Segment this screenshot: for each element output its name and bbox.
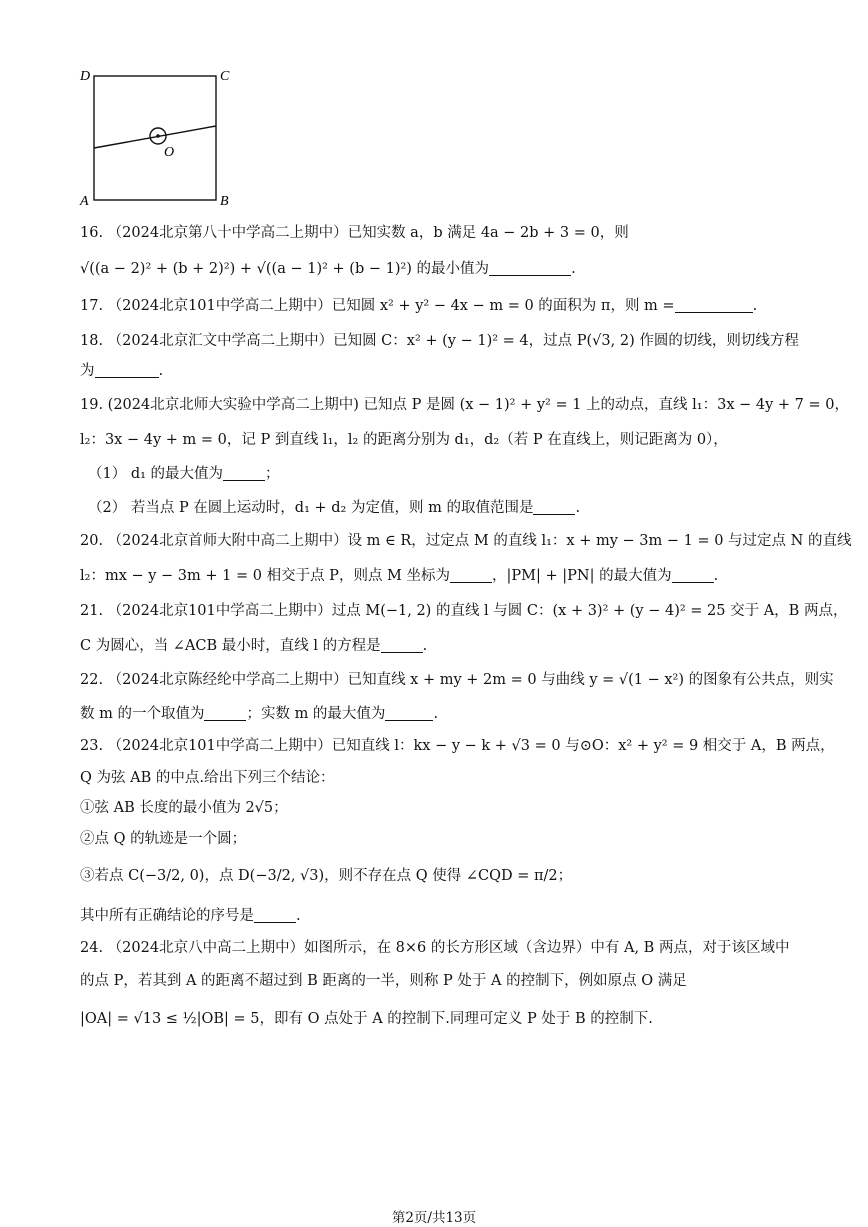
- line-text-after: ，|PM| + |PN| 的最大值为: [492, 568, 672, 584]
- line-text: 数 m 的一个取值为: [80, 706, 205, 722]
- text-line-q21-a: [80, 600, 847, 622]
- line-text: 的点 P，若其到 A 的距离不超过到 B 距离的一半，则称 P 处于 A 的控制下，例如原点 O 满足: [80, 973, 687, 989]
- line-text: （1） d₁ 的最大值为: [88, 466, 224, 482]
- answer-blank: [450, 566, 492, 583]
- answer-blank: [672, 566, 714, 583]
- line-text-after: .: [713, 568, 719, 584]
- line-text: |OA| = √13 ≤ ½|OB| = 5，即有 O 点处于 A 的控制下.同理可定义 P 处于 B 的控制下.: [80, 1011, 653, 1027]
- line-text: √((a − 2)² + (b + 2)²) + √((a − 1)² + (b − 1)²) 的最小值为: [80, 261, 490, 277]
- text-line-q19-a: [80, 394, 849, 416]
- label-b: B: [220, 194, 229, 209]
- text-line-q24-c: [80, 1008, 653, 1030]
- label-c: C: [220, 69, 230, 84]
- text-line-q23-b: [80, 767, 334, 789]
- line-text-after: ；: [265, 466, 280, 482]
- text-line-q20-a: [80, 530, 851, 552]
- square-figure: [70, 60, 245, 210]
- line-text: 18. （2024北京汇文中学高二上期中）已知圆 C：x² + (y − 1)² = 4，过点 P(√3, 2) 作圆的切线，则切线方程: [80, 333, 799, 349]
- center-dot: [156, 134, 160, 138]
- answer-blank: [254, 906, 296, 923]
- line-text-after: .: [422, 638, 428, 654]
- label-d: D: [80, 69, 91, 84]
- answer-blank: [675, 296, 753, 313]
- text-line-q23-c: [80, 797, 288, 819]
- line-text: ③若点 C(−3/2, 0)，点 D(−3/2, √3)，则不存在点 Q 使得 ∠CQD = π/2；: [80, 868, 573, 884]
- square-diagram: [70, 60, 245, 210]
- line-text: l₂：mx − y − 3m + 1 = 0 相交于点 P，则点 M 坐标为: [80, 568, 451, 584]
- line-text-after: .: [575, 500, 581, 516]
- line-text: 20. （2024北京首师大附中高二上期中）设 m ∈ R，过定点 M 的直线 l₁：x + my − 3m − 1 = 0 与过定点 N 的直线: [80, 533, 852, 549]
- text-line-q20-b: [80, 565, 718, 587]
- text-line-q17: [80, 295, 757, 317]
- line-text: 21. （2024北京101中学高二上期中）过点 M(−1, 2) 的直线 l 与圆 C：(x + 3)² + (y − 4)² = 25 交于 A，B 两点，: [80, 603, 848, 619]
- text-line-q16-b: [80, 258, 576, 280]
- text-line-q23-d: [80, 828, 246, 850]
- line-text: ②点 Q 的轨迹是一个圆；: [80, 831, 247, 847]
- answer-blank: [204, 704, 246, 721]
- text-line-q19-d: [88, 497, 580, 519]
- line-text: 为: [80, 363, 95, 379]
- square-outline: [94, 76, 216, 200]
- line-text: 23. （2024北京101中学高二上期中）已知直线 l：kx − y − k + √3 = 0 与⊙O：x² + y² = 9 相交于 A，B 两点，: [80, 738, 835, 754]
- line-text: Q 为弦 AB 的中点.给出下列三个结论：: [80, 770, 335, 786]
- line-text: 17. （2024北京101中学高二上期中）已知圆 x² + y² − 4x − m = 0 的面积为 π，则 m =: [80, 298, 675, 314]
- text-line-q18-b: [80, 360, 163, 382]
- text-line-q16-a: [80, 222, 629, 244]
- line-text-after: .: [433, 706, 439, 722]
- text-line-q19-c: [88, 463, 280, 485]
- label-o: O: [164, 145, 175, 160]
- line-text: 其中所有正确结论的序号是: [80, 908, 254, 924]
- line-text: ①弦 AB 长度的最小值为 2√5；: [80, 800, 288, 816]
- text-line-q19-b: [80, 429, 728, 451]
- text-line-q24-a: [80, 937, 789, 959]
- text-line-q18-a: [80, 330, 799, 352]
- page-footer: 第2页/共13页: [391, 1210, 477, 1226]
- text-line-q24-b: [80, 970, 687, 992]
- answer-blank: [489, 259, 571, 276]
- line-text-after: .: [296, 908, 301, 924]
- line-text: 22. （2024北京陈经纶中学高二上期中）已知直线 x + my + 2m = 0 与曲线 y = √(1 − x²) 的图象有公共点，则实: [80, 672, 834, 688]
- answer-blank: [223, 464, 265, 481]
- text-line-q21-b: [80, 635, 427, 657]
- answer-blank: [385, 704, 433, 721]
- text-line-q23-f: [80, 905, 301, 927]
- line-text: 16. （2024北京第八十中学高二上期中）已知实数 a，b 满足 4a − 2b + 3 = 0，则: [80, 225, 629, 241]
- line-text-after: .: [752, 298, 758, 314]
- text-line-q22-a: [80, 669, 834, 691]
- line-text: C 为圆心，当 ∠ACB 最小时，直线 l 的方程是: [80, 638, 381, 654]
- text-line-q22-b: [80, 703, 438, 725]
- answer-blank: [533, 498, 575, 515]
- line-text: l₂：3x − 4y + m = 0，记 P 到直线 l₁，l₂ 的距离分别为 d₁，d₂（若 P 在直线上，则记距离为 0），: [80, 432, 728, 448]
- text-line-q23-a: [80, 735, 835, 757]
- line-text-after: .: [571, 261, 576, 277]
- line-text: 24. （2024北京八中高二上期中）如图所示，在 8×6 的长方形区域（含边界）中有 A, B 两点，对于该区域中: [80, 940, 790, 956]
- answer-blank: [95, 361, 159, 378]
- line-text-after: .: [158, 363, 164, 379]
- line-text: （2） 若当点 P 在圆上运动时，d₁ + d₂ 为定值，则 m 的取值范围是: [88, 500, 534, 516]
- line-text: 19. (2024北京北师大实验中学高二上期中) 已知点 P 是圆 (x − 1)² + y² = 1 上的动点，直线 l₁：3x − 4y + 7 = 0，: [80, 397, 849, 413]
- text-line-q23-e: [80, 865, 572, 887]
- label-a: A: [80, 194, 89, 209]
- answer-blank: [381, 636, 423, 653]
- line-text-after: ；实数 m 的最大值为: [246, 706, 386, 722]
